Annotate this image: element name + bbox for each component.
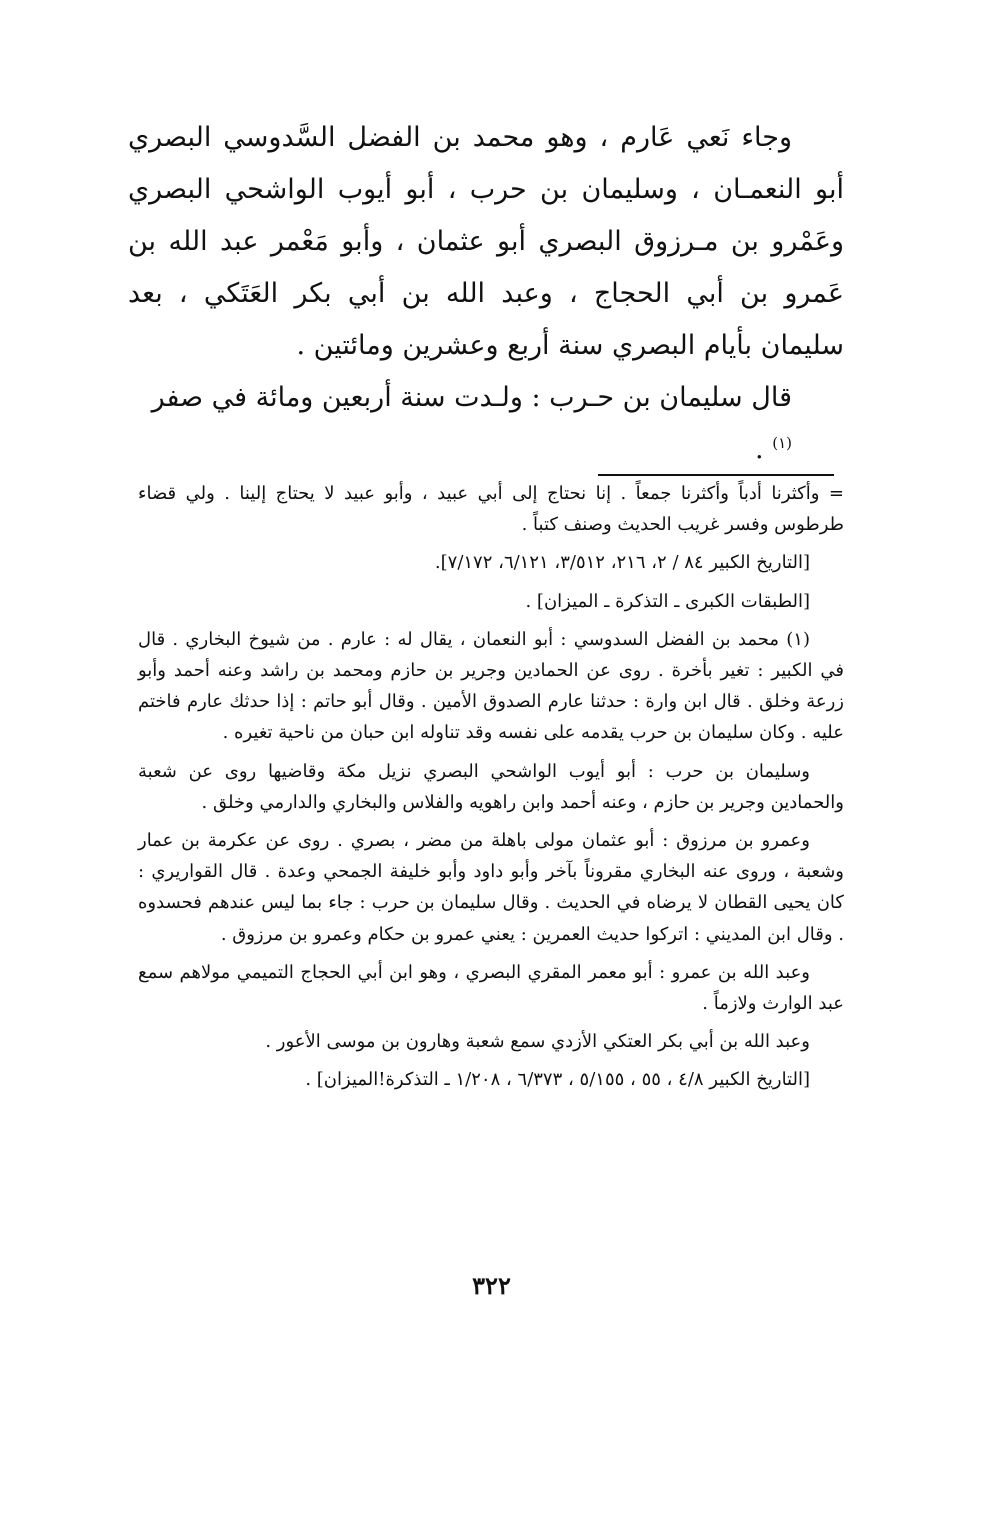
quote-end: . [755,434,764,465]
footnote-entry: وعبد الله بن أبي بكر العتكي الأزدي سمع شعبة وهارون بن موسى الأعور . [265,1031,810,1053]
continuation-mark: = [828,483,844,504]
quote-text: قال سليمان بن حـرب : ولـدت سنة أربعين ومائة في صفر [151,382,792,413]
footnote-entry: (١) محمد بن الفضل السدوسي : أبو النعمان ، يقال له : عارم . من شيوخ البخاري . قال في الكبير : تغير بأخرة . روى عن الحمادين وجرير بن حازم ومحمد بن راشد وعنه أحمد وأبو زرعة وخلق . قال ابن وارة : حدثنا عارم الصدوق الأمين . وقال أبو حاتم : إذا حدثك عارم فاختم عليه . وكان سليمان بن حرب يقدمه على نفسه وقد تناوله ابن حبان من ناحية تغيره . [138,628,844,744]
continuation-text: وأكثرنا أدباً وأكثرنا جمعاً . إنا نحتاج إلى أبي عبيد ، وأبو عبيد لا يحتاج إلينا . ولي قضاء طرطوس وفسر غريب الحديث وصنف كتباً . [138,483,844,536]
footnote-reference: [التاريخ الكبير ٨٤ / ٢، ٢١٦، ٣/٥١٢، ٦/١٢١، ٧/١٧٢]. [434,552,810,574]
footnote-separator [598,474,834,476]
footnote-entry: وعمرو بن مرزوق : أبو عثمان مولى باهلة من مضر ، بصري . روى عن عكرمة بن عمار وشعبة ، وروى عنه البخاري مقروناً بآخر وأبو داود وأبو خليفة الجمحي وعدة . قال القواريري : كان يحيى القطان لا يرضاه في الحديث . وقال سليمان بن حرب : جاء بما ليس عندهم فحسدوه . وقال ابن المديني : اتركوا حديث العمرين : يعني عمرو بن حكام وعمرو بن مرزوق . [138,830,844,945]
page-number: ٣٢٢ [472,1271,511,1300]
main-text [128,112,844,372]
footnote-entry: وسليمان بن حرب : أبو أيوب الواشحي البصري نزيل مكة وقاضيها روى عن شعبة والحمادين وجرير بن حازم ، وعنه أحمد وابن راهويه والفلاس والبخاري والدارمي وخلق . [138,760,844,813]
footnote-entry: وعبد الله بن عمرو : أبو معمر المقري البصري ، وهو ابن أبي الحجاج التميمي مولاهم سمع عبد الوارث ولازماً . [138,961,844,1015]
footnotes [138,478,844,1103]
footnote-reference: [التاريخ الكبير ٤/٨ ، ٥٥ ، ٥/١٥٥ ، ٦/٣٧٣ ، ١/٢٠٨ ـ التذكرة!الميزان] . [305,1069,810,1091]
footnote-continuation [138,478,844,540]
main-paragraph: وجاء نَعي عَارم ، وهو محمد بن الفضل السَّدوسي البصري أبو النعمـان ، وسليمان بن حرب ، أبو أيوب الواشحي البصري وعَمْرو بن مـرزوق البصري أبو عثمان ، وأبو مَعْمر عبد الله بن عَمرو بن أبي الحجاج ، وعبد الله بن أبي بكر العَتَكي ، بعد سليمان بأيام البصري سنة أربع وعشرين ومائتين . [128,122,844,361]
footnote-reference: [الطبقات الكبرى ـ التذكرة ـ الميزان] . [525,590,810,612]
quote-line [128,372,844,476]
footnote-marker: (١) [772,434,792,452]
